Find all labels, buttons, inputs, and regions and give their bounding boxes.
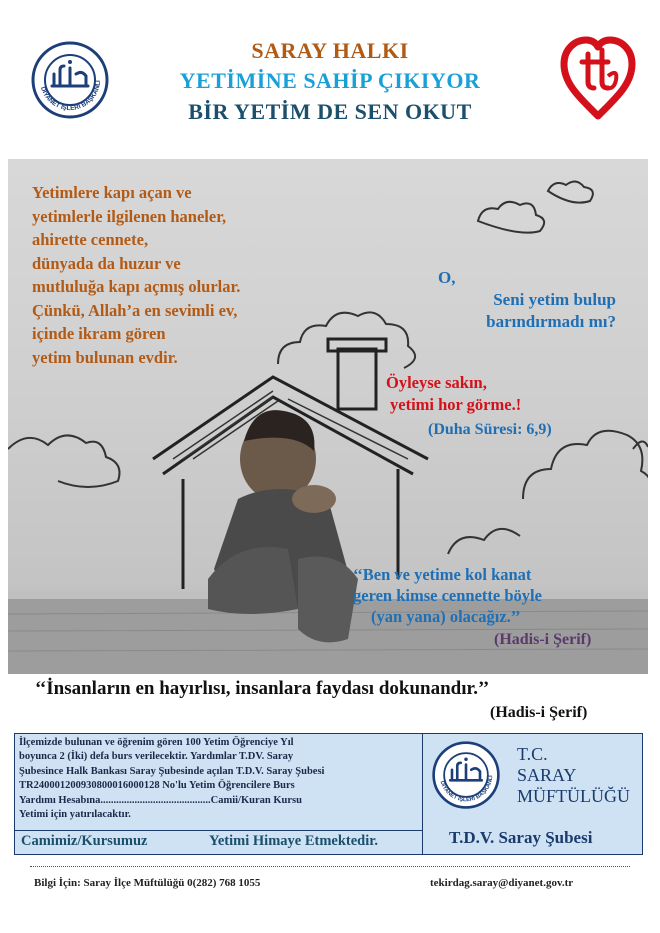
diyanet-logo	[30, 40, 110, 120]
info-paragraph	[15, 734, 423, 830]
info-line: Yetimi için yatırılacaktır.	[19, 809, 131, 821]
red-warning-text	[386, 372, 521, 416]
duha-reference: (Duha Süresi: 6,9)	[428, 421, 552, 438]
contact-info: Bilgi İçin: Saray İlçe Müftülüğü 0(282) 768 1055	[34, 877, 261, 889]
orphan-care-label: Yetimi Himaye Etmektedir.	[209, 833, 379, 849]
left-text-line: içinde ikram gören	[32, 324, 166, 343]
header-line-1: SARAY HALKI	[251, 38, 409, 63]
header-line-3: BİR YETİM DE SEN OKUT	[188, 99, 472, 124]
verse-question	[438, 267, 455, 289]
info-line: İlçemizde bulunan ve öğrenim gören 100 Yetim Öğrenciye Yıl	[19, 737, 294, 748]
org-line: T.C.	[517, 744, 548, 764]
left-text-block	[32, 181, 240, 369]
info-line: boyunca 2 (İki) defa burs verilecektir. Yardımlar T.DV. Saray	[19, 751, 294, 763]
hadith-line: (yan yana) olacağız.’’	[371, 607, 521, 626]
red-line: yetimi hor görme.!	[390, 395, 522, 414]
info-box	[14, 733, 643, 855]
hadith-text	[353, 564, 542, 627]
diyanet-small-logo	[431, 740, 501, 810]
left-text-line: Çünkü, Allah’a en sevimli ev,	[32, 300, 238, 320]
red-line: Öyleyse sakın,	[386, 373, 487, 392]
footer-divider	[30, 866, 630, 867]
mufti-office-name	[517, 744, 630, 807]
left-text-line: mutluluğa kapı açmış olurlar.	[32, 277, 241, 296]
org-line: MÜFTÜLÜĞÜ	[517, 786, 631, 806]
main-quote-source: (Hadis-i Şerif)	[490, 704, 588, 721]
left-text-line: dünyada da huzur ve	[32, 253, 181, 273]
tdv-logo	[558, 32, 638, 120]
info-line: Şubesince Halk Bankası Saray Şubesinde açılan T.D.V. Saray Şubesi	[19, 765, 325, 777]
hadith-line: geren kimse cennette böyle	[353, 586, 542, 605]
poster-image	[8, 159, 648, 674]
tdv-branch: T.D.V. Saray Şubesi	[449, 828, 593, 847]
info-bottom-row	[15, 830, 423, 854]
svg-text:DİYANET İŞLERİ BAŞKANLIĞI: DİYANET İŞLERİ BAŞKANLI	[438, 775, 495, 804]
info-line: TR240001200930800016000128 No'lu Yetim Öğrencilere Burs	[19, 780, 295, 792]
email-link[interactable]: tekirdag.saray@diyanet.gov.tr	[430, 877, 574, 889]
main-quote: ‘‘İnsanların en hayırlısı, insanlara faydası dokunandır.’’	[35, 678, 490, 699]
mufti-office-panel	[425, 734, 642, 854]
mosque-course-label: Camimiz/Kursumuz	[21, 833, 148, 849]
hadith-line: ‘‘Ben ve yetime kol kanat	[353, 565, 532, 584]
header-line-2: YETİMİNE SAHİP ÇIKIYOR	[179, 68, 481, 93]
verse-line: O,	[438, 268, 456, 287]
left-text-line: yetimlerle ilgilenen haneler,	[32, 206, 227, 226]
org-line: SARAY	[517, 765, 577, 785]
left-text-line: ahirette cennete,	[32, 230, 149, 249]
hadith-reference: (Hadis-i Şerif)	[494, 631, 592, 648]
info-line: Yardımı Hesabına..........................................Camii/Kuran Kursu	[19, 794, 302, 806]
left-text-line: Yetimlere kapı açan ve	[32, 183, 192, 202]
verse-question-rest	[452, 289, 616, 333]
svg-text:DİYANET İŞLERİ BAŞKANLIĞI: DİYANET İŞLERİ BAŞKANLI	[38, 80, 103, 113]
verse-line: Seni yetim bulup	[493, 290, 616, 309]
verse-line: barındırmadı mı?	[486, 312, 616, 331]
left-text-line: yetim bulunan evdir.	[32, 347, 178, 367]
